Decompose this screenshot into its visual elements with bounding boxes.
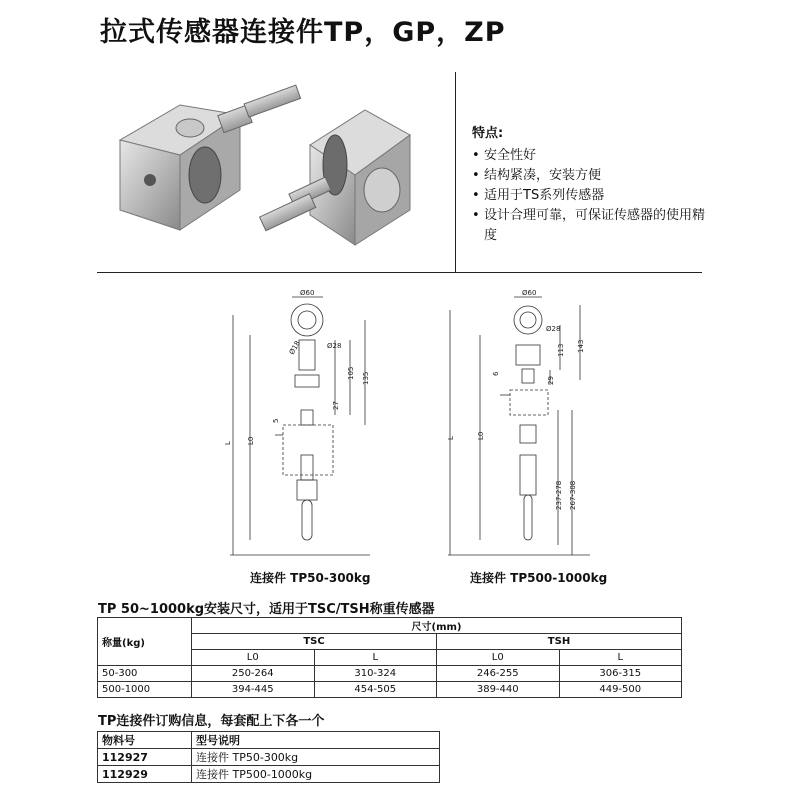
spec-cell: 250-264	[192, 666, 315, 682]
dim-label: Ø60	[300, 289, 315, 297]
dim-label: L	[224, 441, 232, 445]
spec-header-capacity: 称量(kg)	[98, 618, 192, 666]
dim-label: Ø18	[287, 339, 302, 356]
spec-cell-capacity: 50-300	[98, 666, 192, 682]
order-cell-desc: 连接件 TP500-1000kg	[192, 766, 440, 783]
features-heading: 特点:	[472, 126, 504, 141]
order-cell-part: 112927	[98, 749, 192, 766]
order-header-desc: 型号说明	[192, 732, 440, 749]
dim-label: 105	[347, 366, 355, 380]
page-title: 拉式传感器连接件TP，GP，ZP	[100, 17, 506, 48]
order-table	[97, 731, 440, 783]
spec-cell: 246-255	[437, 666, 560, 682]
order-header-part: 物料号	[98, 732, 192, 749]
dim-label: Ø60	[522, 289, 537, 297]
spec-cell: 449-500	[559, 682, 682, 698]
feature-item: • 结构紧凑，安装方便	[472, 166, 714, 186]
dim-label: 113	[557, 343, 565, 357]
table-row	[98, 749, 440, 766]
order-cell-desc: 连接件 TP50-300kg	[192, 749, 440, 766]
spec-header-size: 尺寸(mm)	[192, 618, 682, 634]
dim-label: L0	[247, 436, 255, 445]
dim-label: 135	[362, 371, 370, 385]
spec-subheader: L	[559, 650, 682, 666]
table-row	[98, 666, 682, 682]
dim-label: Ø28	[327, 342, 342, 350]
dim-label: 237-278	[555, 480, 563, 510]
feature-item: • 设计合理可靠，可保证传感器的使用精度	[472, 206, 714, 246]
product-photo	[110, 80, 420, 255]
dim-label: L0	[477, 431, 485, 440]
drawing-tp50-300	[215, 285, 395, 570]
spec-subheader: L	[314, 650, 437, 666]
feature-item: • 安全性好	[472, 146, 714, 166]
spec-header-tsh: TSH	[437, 634, 682, 650]
table-row	[98, 766, 440, 783]
spec-cell: 394-445	[192, 682, 315, 698]
table-row	[98, 682, 682, 698]
spec-cell: 306-315	[559, 666, 682, 682]
spec-subheader: L0	[437, 650, 560, 666]
feature-item: • 适用于TS系列传感器	[472, 186, 714, 206]
spec-cell: 389-440	[437, 682, 560, 698]
dim-label: 6	[492, 371, 500, 376]
spec-table-title: TP 50~1000kg安装尺寸，适用于TSC/TSH称重传感器	[98, 602, 435, 617]
order-table-title: TP连接件订购信息，每套配上下各一个	[98, 714, 325, 729]
spec-cell: 454-505	[314, 682, 437, 698]
spec-subheader: L0	[192, 650, 315, 666]
features-list	[472, 146, 714, 246]
dim-label: 267-308	[569, 480, 577, 510]
spec-cell-capacity: 500-1000	[98, 682, 192, 698]
drawing-tp500-1000	[440, 285, 620, 570]
drawing-caption-right: 连接件 TP500-1000kg	[470, 571, 608, 585]
dim-label: 29	[547, 376, 555, 385]
spec-header-tsc: TSC	[192, 634, 437, 650]
section-divider-vertical	[455, 72, 456, 272]
features-block	[472, 124, 714, 246]
dim-label: Ø28	[546, 325, 561, 333]
drawing-caption-left: 连接件 TP50-300kg	[250, 571, 371, 585]
spec-cell: 310-324	[314, 666, 437, 682]
section-divider-horizontal	[97, 272, 702, 273]
dim-label: L	[447, 436, 455, 440]
dim-label: 143	[577, 339, 585, 353]
order-cell-part: 112929	[98, 766, 192, 783]
dim-label: 5	[272, 418, 280, 423]
spec-table	[97, 617, 682, 698]
dim-label: 27	[332, 401, 340, 410]
